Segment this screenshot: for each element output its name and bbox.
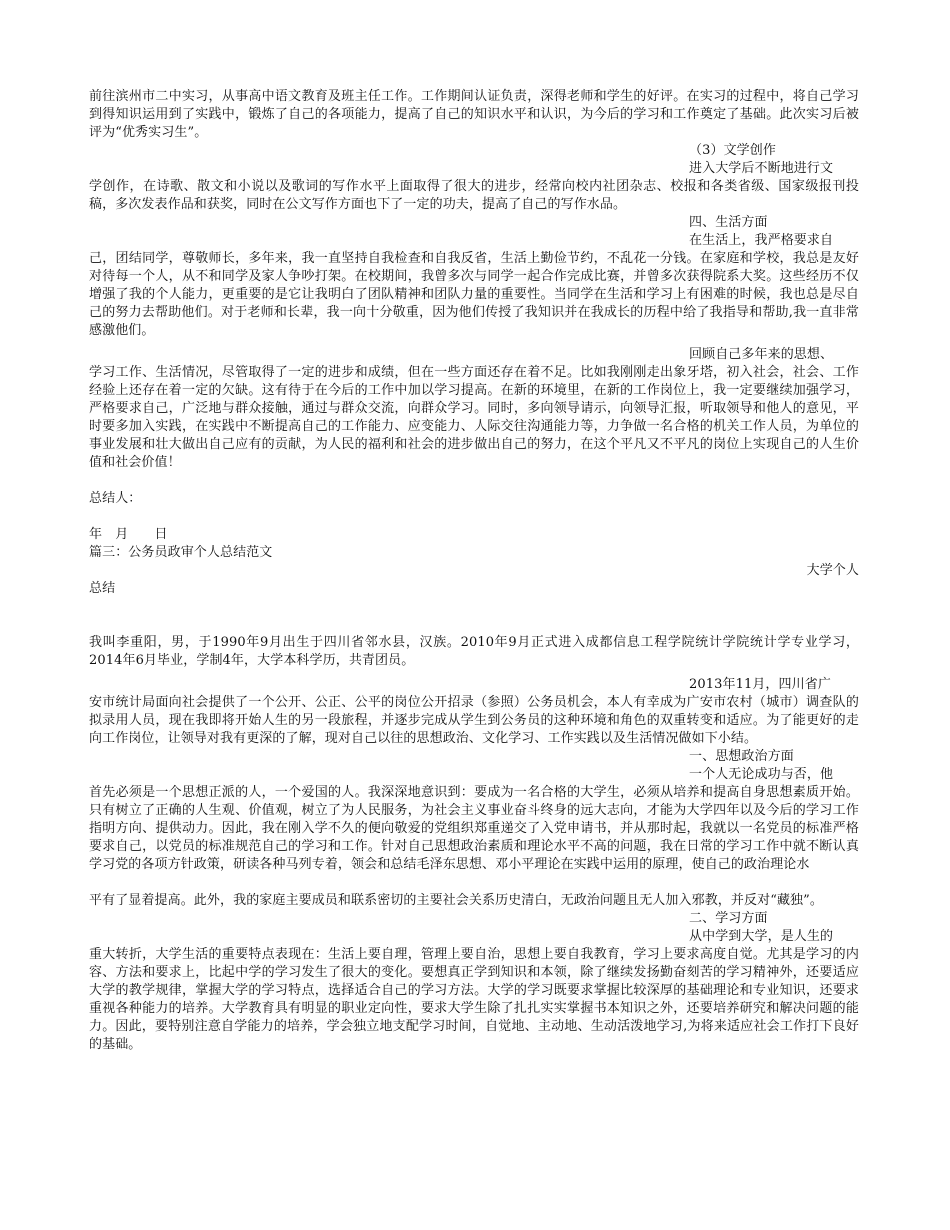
literary-paragraph-start: 进入大学后不断地进行文 [689, 161, 834, 176]
heading-life: 四、生活方面 [689, 215, 768, 230]
signer-label: 总结人： [89, 491, 142, 506]
politics-paragraph-continued: 平有了显着提高。此外，我的家庭主要成员和联系密切的主要社会关系历史清白，无政治问题且无人加入邪教，并反对“藏独”。 [89, 893, 823, 908]
recruitment-paragraph: 安市统计局面向社会提供了一个公开、公正、公平的岗位公开招录（参照）公务员机会，本人有幸成为广安市农村（城市）调查队的拟录用人员，现在我即将开始人生的另一段旅程，并逐步完成从学生到公务员的这种环境和角色的双重转变和适应。为了能更好的走向工作岗位，让领导对我有更深的了解，现对自己以往的思想政治、文化学习、工作实践以及生活情况做如下小结。 [89, 695, 859, 746]
heading-literary-creation: （3）文学创作 [689, 143, 776, 158]
politics-paragraph: 首先必须是一个思想正派的人，一个爱国的人。我深深地意识到：要成为一名合格的大学生，必须从培养和提高自身思想素质开始。只有树立了正确的人生观、价值观，树立了为人民服务，为社会主义事业奋斗终身的远大志向，才能为大学四年以及今后的学习工作指明方向、提供动力。因此，我在刚入学不久的便向敬爱的党组织郑重递交了入党申请书，并从那时起，我就以一名党员的标准严格要求自己，以党员的标准规范自己的学习和工作。针对自己思想政治素质和理论水平不高的问题，我在日常的学习工作中就不断认真学习党的各项方针政策，研读各种马列专着，领会和总结毛泽东思想、邓小平理论在实践中运用的原理，使自己的政治理论水 [89, 785, 859, 872]
life-paragraph-start: 在生活上，我严格要求自 [689, 233, 834, 248]
literary-paragraph: 学创作，在诗歌、散文和小说以及歌词的写作水平上面取得了很大的进步，经常向校内社团杂志、校报和各类省级、国家级报刊投稿，多次发表作品和获奖，同时在公文写作方面也下了一定的功夫，提高了自己的写作水品。 [89, 179, 859, 212]
intro-paragraph: 我叫李重阳，男，于1990年9月出生于四川省邻水县，汉族。2010年9月正式进入成都信息工程学院统计学院统计学专业学习，2014年6月毕业，学制4年，大学本科学历，共青团员。 [89, 635, 859, 668]
recruitment-paragraph-start: 2013年11月，四川省广 [689, 677, 831, 692]
life-paragraph: 己，团结同学，尊敬师长，多年来，我一直坚持自我检查和自我反省，生活上勤俭节约，不乱花一分钱。在家庭和学校，我总是友好对待每一个人，从不和同学及家人争吵打架。在校期间，我曾多次与同学一起合作完成比赛，并曾多次获得院系大奖。这些经历不仅增强了我的个人能力，更重要的是它让我明白了团队精神和团队力量的重要性。当同学在生活和学习上有困难的时候，我也总是尽自己的努力去帮助他们。对于老师和长辈，我一向十分敬重，因为他们传授了我知识并在我成长的历程中给了我指导和帮助,我一直非常感激他们。 [89, 251, 859, 338]
politics-paragraph-start: 一个人无论成功与否，他 [689, 767, 834, 782]
date-line: 年 月 日 [89, 527, 168, 542]
heading-politics: 一、思想政治方面 [689, 749, 794, 764]
study-paragraph-start: 从中学到大学，是人生的 [689, 929, 834, 944]
review-paragraph-start: 回顾自己多年来的思想、 [689, 347, 834, 362]
document-body [89, 88, 859, 1054]
review-paragraph: 学习工作、生活情况，尽管取得了一定的进步和成绩，但在一些方面还存在着不足。比如我刚刚走出象牙塔，初入社会，社会、工作经验上还存在着一定的欠缺。这有待于在今后的工作中加以学习提高。在新的环境里，在新的工作岗位上，我一定要继续加强学习，严格要求自己，广泛地与群众接触，通过与群众交流，向群众学习。同时，多向领导请示，向领导汇报，听取领导和他人的意见，平时要多加入实践，在实践中不断提高自己的工作能力、应变能力、人际交往沟通能力等，力争做一名合格的机关工作人员，为单位的事业发展和壮大做出自己应有的贡献，为人民的福利和社会的进步做出自己的努力，在这个平凡又不平凡的岗位上实现自己的人生价值和社会价值！ [89, 365, 859, 470]
title-first-line: 大学个人 [806, 563, 859, 578]
internship-paragraph: 前往滨州市二中实习，从事高中语文教育及班主任工作。工作期间认证负责，深得老师和学生的好评。在实习的过程中，将自己学习到得知识运用到了实践中，锻炼了自己的各项能力，提高了自己的知识水平和认识，为今后的学习和工作奠定了基础。此次实习后被评为“优秀实习生”。 [89, 89, 859, 140]
heading-study: 二、学习方面 [689, 911, 768, 926]
title-second-line: 总结 [89, 581, 116, 596]
study-paragraph: 重大转折，大学生活的重要特点表现在：生活上要自理，管理上要自治，思想上要自我教育，学习上要求高度自觉。尤其是学习的内容、方法和要求上，比起中学的学习发生了很大的变化。要想真正学到知识和本领，除了继续发扬勤奋刻苦的学习精神外，还要适应大学的教学规律，掌握大学的学习特点，选择适合自己的学习方法。大学的学习既要求掌握比较深厚的基础理论和专业知识，还要求重视各种能力的培养。大学教育具有明显的职业定向性，要求大学生除了扎扎实实掌握书本知识之外，还要培养研究和解决问题的能力。因此，要特别注意自学能力的培养，学会独立地支配学习时间，自觉地、主动地、生动活泼地学习,为将来适应社会工作打下良好的基础。 [89, 947, 859, 1052]
article-heading: 篇三：公务员政审个人总结范文 [89, 545, 273, 560]
